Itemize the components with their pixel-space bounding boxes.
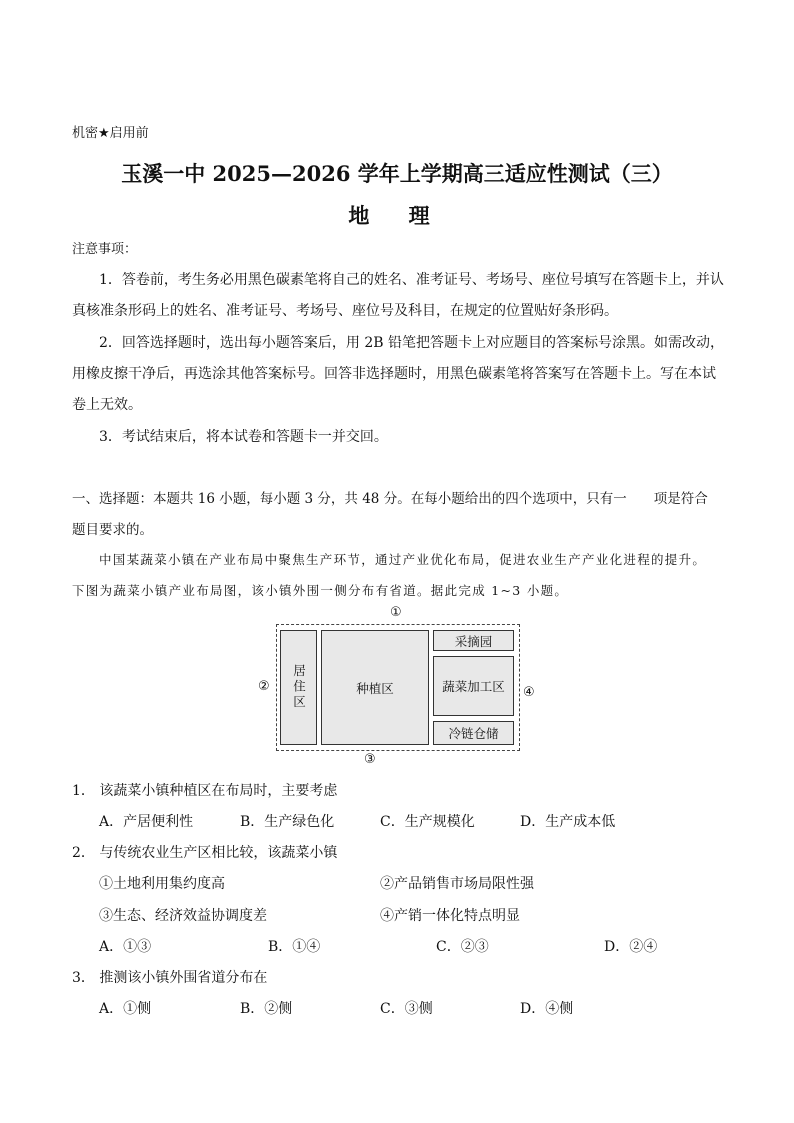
notes-heading: 注意事项： bbox=[72, 242, 138, 257]
note-1-line-1: 1．答卷前，考生务必用黑色碳素笔将自己的姓名、准考证号、考场号、座位号填写在答题卡上，并认 bbox=[99, 272, 724, 288]
q3-option-d: D．④侧 bbox=[520, 1001, 574, 1017]
q2-statement-4: ④产销一体化特点明显 bbox=[380, 908, 520, 924]
q2-statement-2: ②产品销售市场局限性强 bbox=[380, 876, 534, 892]
marker-2: ② bbox=[258, 679, 270, 694]
residential-label: 居住区 bbox=[291, 664, 307, 711]
confidential-label: 机密★启用前 bbox=[72, 126, 149, 141]
section-heading-line-2: 题目要求的。 bbox=[72, 522, 153, 538]
cold-storage-zone bbox=[433, 721, 514, 745]
question-2-stem: 2． 与传统农业生产区相比较，该蔬菜小镇 bbox=[72, 845, 338, 861]
q2-option-a: A．①③ bbox=[99, 939, 152, 955]
planting-label: 种植区 bbox=[356, 680, 394, 696]
cold-storage-label: 冷链仓储 bbox=[448, 726, 499, 741]
marker-3: ③ bbox=[364, 752, 376, 767]
processing-label: 蔬菜加工区 bbox=[442, 679, 505, 694]
q2-option-c: C．②③ bbox=[436, 939, 489, 955]
q2-statement-3: ③生态、经济效益协调度差 bbox=[99, 908, 267, 924]
q2-option-b: B．①④ bbox=[268, 939, 321, 955]
q1-option-a: A．产居便利性 bbox=[99, 814, 194, 830]
picking-label: 采摘园 bbox=[454, 633, 493, 649]
residential-zone bbox=[280, 630, 317, 745]
note-1-line-2: 真核准条形码上的姓名、准考证号、考场号、座位号及科目，在规定的位置贴好条形码。 bbox=[72, 303, 618, 319]
section-heading-line-1: 一、选择题：本题共 16 小题，每小题 3 分，共 48 分。在每小题给出的四个选项中，只有一 项是符合 bbox=[72, 491, 708, 507]
marker-1: ① bbox=[390, 605, 402, 620]
note-2-line-2: 用橡皮擦干净后，再选涂其他答案标号。回答非选择题时，用黑色碳素笔将答案写在答题卡上。写在本试 bbox=[72, 366, 716, 382]
question-3-stem: 3． 推测该小镇外围省道分布在 bbox=[72, 970, 268, 986]
context-line-1: 中国某蔬菜小镇在产业布局中聚焦生产环节，通过产业优化布局，促进农业生产产业化进程的提升。 bbox=[99, 552, 707, 567]
note-3: 3．考试结束后，将本试卷和答题卡一并交回。 bbox=[99, 429, 388, 445]
exam-title: 玉溪一中 2025—2026 学年上学期高三适应性测试（三） bbox=[121, 161, 673, 186]
marker-4: ④ bbox=[523, 685, 535, 700]
note-2-line-3: 卷上无效。 bbox=[72, 397, 142, 413]
subject-title: 地 理 bbox=[348, 203, 446, 228]
q1-option-c: C．生产规模化 bbox=[380, 814, 475, 830]
picking-zone bbox=[433, 630, 514, 651]
planting-zone bbox=[321, 630, 429, 745]
q1-option-d: D．生产成本低 bbox=[520, 814, 616, 830]
question-1-stem: 1． 该蔬菜小镇种植区在布局时，主要考虑 bbox=[72, 783, 338, 799]
q2-statement-1: ①土地利用集约度高 bbox=[99, 876, 225, 892]
q2-option-d: D．②④ bbox=[604, 939, 658, 955]
processing-zone bbox=[433, 656, 514, 716]
note-2-line-1: 2．回答选择题时，选出每小题答案后，用 2B 铅笔把答题卡上对应题目的答案标号涂黑。如需改动， bbox=[99, 335, 725, 351]
layout-diagram bbox=[276, 624, 520, 751]
q3-option-c: C．③侧 bbox=[380, 1001, 433, 1017]
context-line-2: 下图为蔬菜小镇产业布局图，该小镇外围一侧分布有省道。据此完成 1~3 小题。 bbox=[72, 583, 569, 598]
q1-option-b: B．生产绿色化 bbox=[240, 814, 335, 830]
q3-option-b: B．②侧 bbox=[240, 1001, 293, 1017]
q3-option-a: A．①侧 bbox=[99, 1001, 152, 1017]
